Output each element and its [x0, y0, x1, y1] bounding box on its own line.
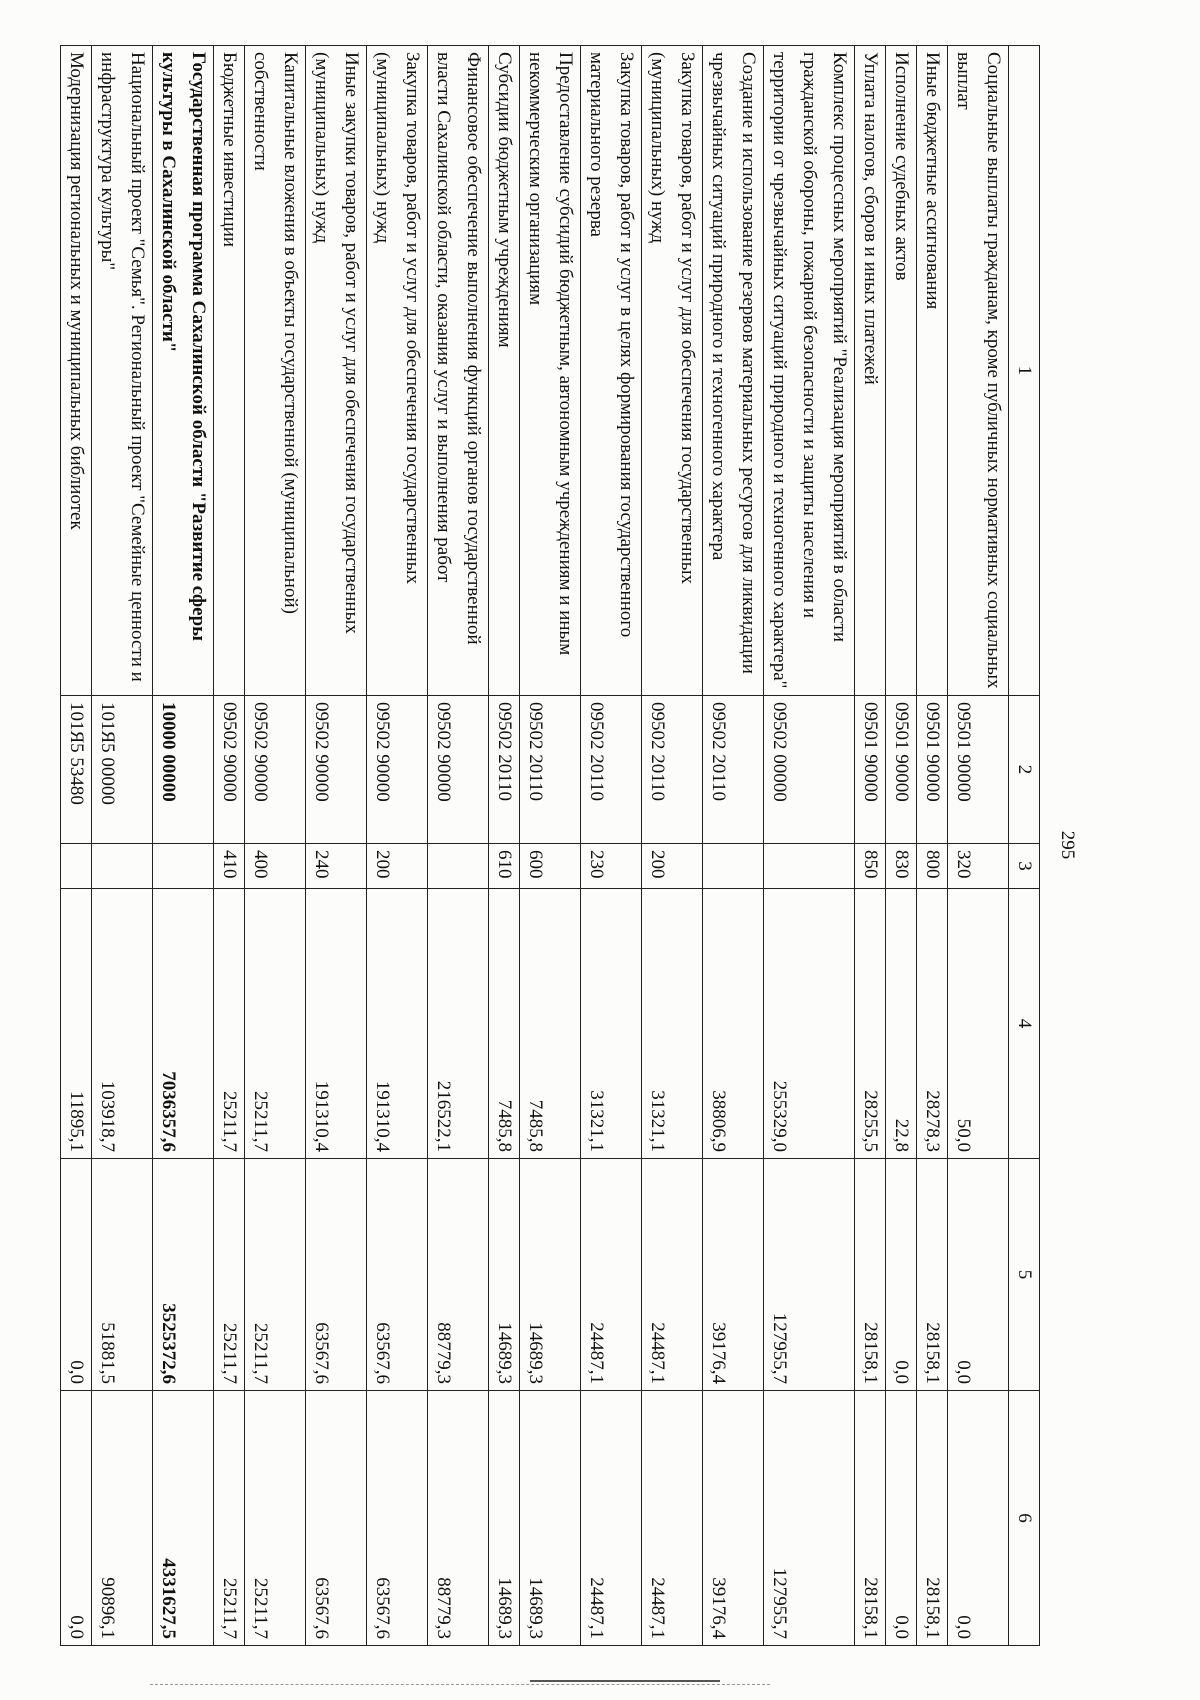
rotated-content — [66, 45, 1100, 1645]
row-value-col4: 191310,4 — [306, 889, 367, 1159]
table-row — [703, 46, 764, 1646]
row-code-cell: 09501 90000 — [917, 696, 948, 844]
row-code-cell: 09502 20110 — [642, 696, 703, 844]
row-code-cell: 101Я5 00000 — [92, 696, 153, 844]
header-row — [1009, 46, 1040, 1646]
row-value-col5: 25211,7 — [245, 1159, 306, 1391]
row-value-col6: 0,0 — [886, 1391, 917, 1646]
row-name-cell: Капитальные вложения в объекты государственной (муниципальной) собственности — [245, 46, 306, 696]
row-value-col6: 28158,1 — [917, 1391, 948, 1646]
row-value-col4: 22,8 — [886, 889, 917, 1159]
row-name-cell: Субсидии бюджетным учреждениям — [489, 46, 520, 696]
row-value-col4: 25211,7 — [245, 889, 306, 1159]
row-value-col5: 0,0 — [948, 1159, 1009, 1391]
scan-artifact-line — [150, 1684, 770, 1685]
row-type-cell: 830 — [886, 844, 917, 889]
row-type-cell — [703, 844, 764, 889]
row-name-cell: Закупка товаров, работ и услуг для обеспечения государственных (муниципальных) нужд — [367, 46, 428, 696]
row-name-cell: Национальный проект "Семья". Региональный проект "Семейные ценности и инфраструктура культуры" — [92, 46, 153, 696]
row-value-col6: 90896,1 — [92, 1391, 153, 1646]
table-body — [61, 46, 1009, 1646]
row-value-col6: 63567,6 — [306, 1391, 367, 1646]
row-value-col5: 0,0 — [61, 1159, 92, 1391]
row-value-col4: 7485,8 — [489, 889, 520, 1159]
row-value-col6: 4331627,5 — [153, 1391, 214, 1646]
table-row — [948, 46, 1009, 1646]
column-header-2: 2 — [1009, 696, 1040, 844]
table-row — [92, 46, 153, 1646]
row-value-col6: 127955,7 — [764, 1391, 855, 1646]
row-value-col6: 25211,7 — [245, 1391, 306, 1646]
row-value-col5: 14689,3 — [520, 1159, 581, 1391]
table-row — [917, 46, 948, 1646]
row-name-cell: Предоставление субсидий бюджетным, автономным учреждениям и иным некоммерческим организациям — [520, 46, 581, 696]
row-name-cell: Иные закупки товаров, работ и услуг для обеспечения государственных (муниципальных) нужд — [306, 46, 367, 696]
table-row — [855, 46, 886, 1646]
row-type-cell — [764, 844, 855, 889]
row-value-col6: 24487,1 — [581, 1391, 642, 1646]
row-value-col6: 39176,4 — [703, 1391, 764, 1646]
row-code-cell: 09502 20110 — [520, 696, 581, 844]
table-row — [642, 46, 703, 1646]
row-value-col5: 51881,5 — [92, 1159, 153, 1391]
row-code-cell: 09502 90000 — [367, 696, 428, 844]
row-value-col5: 3525372,6 — [153, 1159, 214, 1391]
row-value-col6: 24487,1 — [642, 1391, 703, 1646]
column-header-5: 5 — [1009, 1159, 1040, 1391]
row-code-cell: 10000 00000 — [153, 696, 214, 844]
row-value-col4: 31321,1 — [581, 889, 642, 1159]
row-value-col4: 28255,5 — [855, 889, 886, 1159]
row-name-cell: Исполнение судебных актов — [886, 46, 917, 696]
row-code-cell: 09502 90000 — [428, 696, 489, 844]
row-type-cell: 600 — [520, 844, 581, 889]
row-code-cell: 101Я5 53480 — [61, 696, 92, 844]
row-value-col6: 28158,1 — [855, 1391, 886, 1646]
row-code-cell: 09502 20110 — [581, 696, 642, 844]
row-type-cell: 410 — [214, 844, 245, 889]
row-type-cell: 200 — [367, 844, 428, 889]
table-row — [214, 46, 245, 1646]
row-type-cell — [92, 844, 153, 889]
row-code-cell: 09501 90000 — [948, 696, 1009, 844]
row-name-cell: Закупка товаров, работ и услуг для обеспечения государственных (муниципальных) нужд — [642, 46, 703, 696]
table-row — [489, 46, 520, 1646]
row-value-col6: 14689,3 — [489, 1391, 520, 1646]
row-value-col6: 63567,6 — [367, 1391, 428, 1646]
table-row — [520, 46, 581, 1646]
row-type-cell: 610 — [489, 844, 520, 889]
row-value-col4: 25211,7 — [214, 889, 245, 1159]
row-value-col4: 28278,3 — [917, 889, 948, 1159]
row-value-col5: 24487,1 — [642, 1159, 703, 1391]
row-name-cell: Модернизация региональных и муниципальных библиотек — [61, 46, 92, 696]
row-value-col6: 88779,3 — [428, 1391, 489, 1646]
row-name-cell: Бюджетные инвестиции — [214, 46, 245, 696]
row-name-cell: Закупка товаров, работ и услуг в целях формирования государственного материального резерва — [581, 46, 642, 696]
row-type-cell: 850 — [855, 844, 886, 889]
table-row — [764, 46, 855, 1646]
row-name-cell: Иные бюджетные ассигнования — [917, 46, 948, 696]
row-value-col6: 0,0 — [61, 1391, 92, 1646]
row-value-col5: 24487,1 — [581, 1159, 642, 1391]
page-number: 295 — [1057, 830, 1078, 860]
table-row — [581, 46, 642, 1646]
row-value-col4: 50,0 — [948, 889, 1009, 1159]
table-row — [153, 46, 214, 1646]
row-type-cell: 200 — [642, 844, 703, 889]
row-value-col4: 31321,1 — [642, 889, 703, 1159]
row-value-col4: 38806,9 — [703, 889, 764, 1159]
row-value-col4: 191310,4 — [367, 889, 428, 1159]
row-value-col5: 88779,3 — [428, 1159, 489, 1391]
row-value-col6: 14689,3 — [520, 1391, 581, 1646]
row-code-cell: 09502 20110 — [489, 696, 520, 844]
row-type-cell: 320 — [948, 844, 1009, 889]
row-type-cell: 400 — [245, 844, 306, 889]
table-row — [367, 46, 428, 1646]
row-value-col5: 127955,7 — [764, 1159, 855, 1391]
row-value-col4: 11895,1 — [61, 889, 92, 1159]
table-row — [245, 46, 306, 1646]
row-value-col4: 216522,1 — [428, 889, 489, 1159]
column-header-3: 3 — [1009, 844, 1040, 889]
budget-table — [60, 45, 1040, 1646]
column-header-4: 4 — [1009, 889, 1040, 1159]
row-value-col4: 7485,8 — [520, 889, 581, 1159]
row-type-cell — [61, 844, 92, 889]
row-type-cell: 230 — [581, 844, 642, 889]
row-value-col6: 25211,7 — [214, 1391, 245, 1646]
row-value-col4: 103918,7 — [92, 889, 153, 1159]
table-row — [428, 46, 489, 1646]
row-type-cell: 800 — [917, 844, 948, 889]
row-name-cell: Создание и использование резервов материальных ресурсов для ликвидации чрезвычайных ситуаций природного и техногенного характера — [703, 46, 764, 696]
row-code-cell: 09501 90000 — [886, 696, 917, 844]
row-value-col4: 7036357,6 — [153, 889, 214, 1159]
column-header-1: 1 — [1009, 46, 1040, 696]
column-header-6: 6 — [1009, 1391, 1040, 1646]
table-row — [61, 46, 92, 1646]
row-code-cell: 09502 90000 — [245, 696, 306, 844]
row-value-col4: 255329,0 — [764, 889, 855, 1159]
row-code-cell: 09502 00000 — [764, 696, 855, 844]
row-name-cell: Финансовое обеспечение выполнения функций органов государственной власти Сахалинской области, оказания услуг и выполнения работ — [428, 46, 489, 696]
row-code-cell: 09502 20110 — [703, 696, 764, 844]
row-value-col5: 39176,4 — [703, 1159, 764, 1391]
table-row — [886, 46, 917, 1646]
row-value-col5: 28158,1 — [855, 1159, 886, 1391]
row-value-col5: 0,0 — [886, 1159, 917, 1391]
row-value-col5: 63567,6 — [367, 1159, 428, 1391]
row-value-col5: 25211,7 — [214, 1159, 245, 1391]
table-row — [306, 46, 367, 1646]
row-type-cell — [153, 844, 214, 889]
row-type-cell — [428, 844, 489, 889]
row-name-cell: Комплекс процессных мероприятий "Реализация мероприятий в области гражданской обороны, пожарной безопасности и защиты населения и территории от чрезвычайных ситуаций природного и техногенного характера" — [764, 46, 855, 696]
row-name-cell: Государственная программа Сахалинской области "Развитие сферы культуры в Сахалинской области" — [153, 46, 214, 696]
row-value-col5: 63567,6 — [306, 1159, 367, 1391]
row-type-cell: 240 — [306, 844, 367, 889]
row-code-cell: 09501 90000 — [855, 696, 886, 844]
row-name-cell: Социальные выплаты гражданам, кроме публичных нормативных социальных выплат — [948, 46, 1009, 696]
scan-artifact-line — [530, 1680, 720, 1682]
row-value-col5: 14689,3 — [489, 1159, 520, 1391]
row-code-cell: 09502 90000 — [306, 696, 367, 844]
row-code-cell: 09502 90000 — [214, 696, 245, 844]
row-name-cell: Уплата налогов, сборов и иных платежей — [855, 46, 886, 696]
row-value-col6: 0,0 — [948, 1391, 1009, 1646]
row-value-col5: 28158,1 — [917, 1159, 948, 1391]
